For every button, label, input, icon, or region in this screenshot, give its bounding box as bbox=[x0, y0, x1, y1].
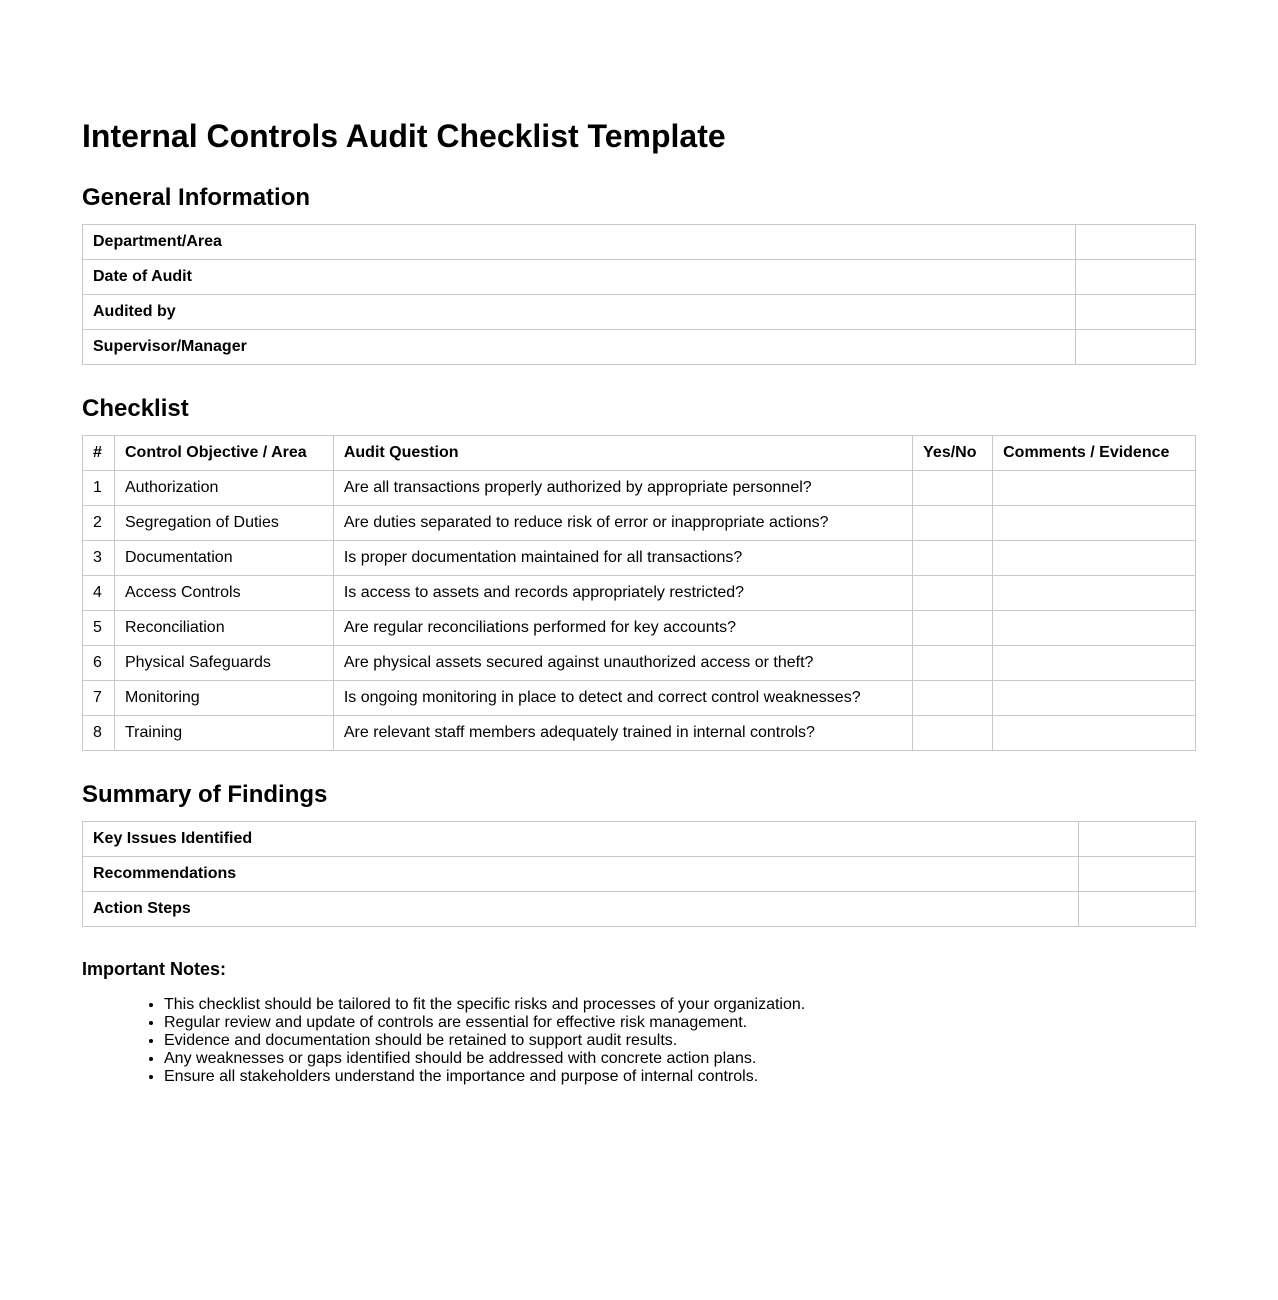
summary-table bbox=[82, 821, 1196, 927]
control-objective: Physical Safeguards bbox=[114, 646, 333, 681]
control-objective: Documentation bbox=[114, 541, 333, 576]
yes-no-field[interactable] bbox=[913, 716, 993, 751]
checklist-heading: Checklist bbox=[82, 395, 189, 422]
audit-question: Are regular reconciliations performed for key accounts? bbox=[333, 611, 912, 646]
comments-field[interactable] bbox=[993, 541, 1196, 576]
page-title: Internal Controls Audit Checklist Template bbox=[82, 118, 726, 154]
control-objective: Segregation of Duties bbox=[114, 506, 333, 541]
summary-value-field[interactable] bbox=[1079, 857, 1196, 892]
audit-question: Are relevant staff members adequately trained in internal controls? bbox=[333, 716, 912, 751]
row-number: 1 bbox=[83, 471, 115, 506]
general-info-label: Supervisor/Manager bbox=[83, 330, 1076, 365]
checklist-row bbox=[83, 541, 1196, 576]
note-item: • Any weaknesses or gaps identified should be addressed with concrete action plans. bbox=[164, 1050, 805, 1068]
general-info-value-field[interactable] bbox=[1076, 225, 1196, 260]
summary-value-field[interactable] bbox=[1079, 822, 1196, 857]
checklist-row bbox=[83, 506, 1196, 541]
summary-heading: Summary of Findings bbox=[82, 781, 328, 808]
row-number: 7 bbox=[83, 681, 115, 716]
general-info-row bbox=[83, 295, 1196, 330]
audit-question: Is proper documentation maintained for all transactions? bbox=[333, 541, 912, 576]
general-info-heading: General Information bbox=[82, 184, 311, 211]
yes-no-field[interactable] bbox=[913, 541, 993, 576]
row-number: 6 bbox=[83, 646, 115, 681]
yes-no-field[interactable] bbox=[913, 471, 993, 506]
notes-list bbox=[124, 996, 805, 1086]
column-header-question: Audit Question bbox=[333, 436, 912, 471]
row-number: 5 bbox=[83, 611, 115, 646]
column-header-comments: Comments / Evidence bbox=[993, 436, 1196, 471]
summary-label: Action Steps bbox=[83, 892, 1079, 927]
yes-no-field[interactable] bbox=[913, 611, 993, 646]
comments-field[interactable] bbox=[993, 471, 1196, 506]
audit-question: Is access to assets and records appropriately restricted? bbox=[333, 576, 912, 611]
checklist-row bbox=[83, 471, 1196, 506]
checklist-table bbox=[82, 435, 1196, 751]
note-item: • Regular review and update of controls are essential for effective risk management. bbox=[164, 1014, 805, 1032]
control-objective: Authorization bbox=[114, 471, 333, 506]
column-header-number: # bbox=[83, 436, 115, 471]
checklist-row bbox=[83, 716, 1196, 751]
row-number: 2 bbox=[83, 506, 115, 541]
summary-label: Recommendations bbox=[83, 857, 1079, 892]
control-objective: Monitoring bbox=[114, 681, 333, 716]
audit-question: Are duties separated to reduce risk of error or inappropriate actions? bbox=[333, 506, 912, 541]
comments-field[interactable] bbox=[993, 716, 1196, 751]
general-info-row bbox=[83, 225, 1196, 260]
general-info-row bbox=[83, 260, 1196, 295]
checklist-row bbox=[83, 611, 1196, 646]
checklist-header-row bbox=[83, 436, 1196, 471]
column-header-yes-no: Yes/No bbox=[913, 436, 993, 471]
notes-heading: Important Notes: bbox=[82, 959, 226, 979]
yes-no-field[interactable] bbox=[913, 576, 993, 611]
general-info-label: Department/Area bbox=[83, 225, 1076, 260]
comments-field[interactable] bbox=[993, 681, 1196, 716]
control-objective: Training bbox=[114, 716, 333, 751]
audit-question: Is ongoing monitoring in place to detect and correct control weaknesses? bbox=[333, 681, 912, 716]
yes-no-field[interactable] bbox=[913, 681, 993, 716]
general-info-value-field[interactable] bbox=[1076, 295, 1196, 330]
general-info-value-field[interactable] bbox=[1076, 330, 1196, 365]
general-info-label: Date of Audit bbox=[83, 260, 1076, 295]
audit-question: Are all transactions properly authorized by appropriate personnel? bbox=[333, 471, 912, 506]
row-number: 8 bbox=[83, 716, 115, 751]
audit-question: Are physical assets secured against unauthorized access or theft? bbox=[333, 646, 912, 681]
checklist-row bbox=[83, 576, 1196, 611]
summary-row bbox=[83, 892, 1196, 927]
general-info-row bbox=[83, 330, 1196, 365]
checklist-row bbox=[83, 681, 1196, 716]
note-item: • Evidence and documentation should be retained to support audit results. bbox=[164, 1032, 805, 1050]
yes-no-field[interactable] bbox=[913, 646, 993, 681]
comments-field[interactable] bbox=[993, 506, 1196, 541]
summary-row bbox=[83, 857, 1196, 892]
comments-field[interactable] bbox=[993, 611, 1196, 646]
general-info-label: Audited by bbox=[83, 295, 1076, 330]
general-info-table bbox=[82, 224, 1196, 365]
summary-row bbox=[83, 822, 1196, 857]
row-number: 4 bbox=[83, 576, 115, 611]
note-item: • This checklist should be tailored to fit the specific risks and processes of your organization. bbox=[164, 996, 805, 1014]
summary-value-field[interactable] bbox=[1079, 892, 1196, 927]
checklist-row bbox=[83, 646, 1196, 681]
row-number: 3 bbox=[83, 541, 115, 576]
comments-field[interactable] bbox=[993, 646, 1196, 681]
comments-field[interactable] bbox=[993, 576, 1196, 611]
control-objective: Reconciliation bbox=[114, 611, 333, 646]
control-objective: Access Controls bbox=[114, 576, 333, 611]
column-header-objective: Control Objective / Area bbox=[114, 436, 333, 471]
yes-no-field[interactable] bbox=[913, 506, 993, 541]
general-info-value-field[interactable] bbox=[1076, 260, 1196, 295]
summary-label: Key Issues Identified bbox=[83, 822, 1079, 857]
note-item: • Ensure all stakeholders understand the importance and purpose of internal controls. bbox=[164, 1068, 805, 1086]
